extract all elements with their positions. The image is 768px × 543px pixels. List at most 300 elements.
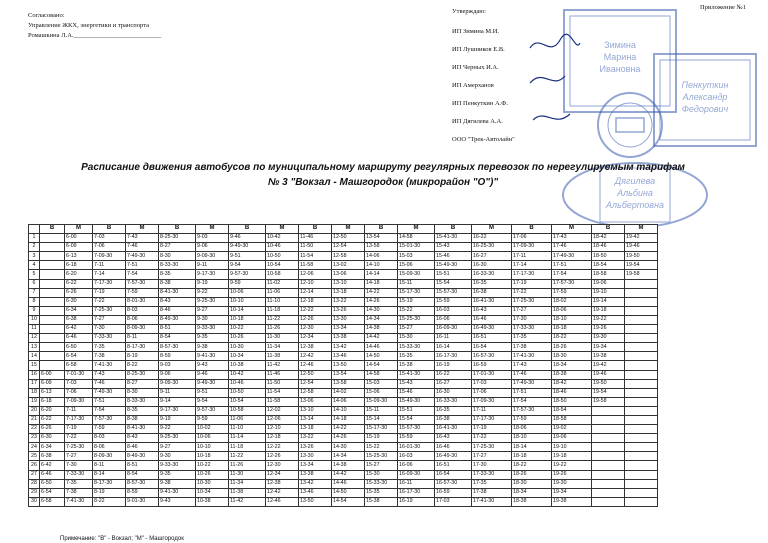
approver-6: ИП Дягилева А.А. [452,118,503,125]
time-cell: 18-30 [512,479,552,488]
time-cell: 8-54 [126,470,159,479]
time-cell: 11-18 [266,306,299,315]
time-cell [625,461,658,470]
time-cell: 8-22 [126,361,159,370]
time-cell: 12-42 [299,352,332,361]
time-cell: 12-38 [266,479,299,488]
column-header: М [552,225,592,234]
time-cell: 17-54 [512,397,552,406]
time-cell [625,415,658,424]
time-cell: 7-46 [93,379,126,388]
row-number: 10 [29,315,40,324]
time-cell: 8-54 [159,334,196,343]
time-cell [592,406,625,415]
time-cell: 17-41-30 [512,352,552,361]
time-cell: 18-58 [552,415,592,424]
time-cell: 15-19 [365,434,398,443]
time-cell: 16-27 [435,379,472,388]
column-header: В [159,225,196,234]
approver-4: ИП Амерханов [452,82,494,89]
time-cell: 14-58 [398,234,435,243]
time-cell: 13-42 [332,343,365,352]
time-cell: 19-46 [592,370,625,379]
time-cell: 12-26 [299,315,332,324]
time-cell: 9-09-30 [159,379,196,388]
column-header: В [299,225,332,234]
table-row [29,270,658,279]
time-cell: 10-58 [266,270,299,279]
time-cell: 18-18 [552,325,592,334]
row-number: 2 [29,243,40,252]
time-cell: 9-25-30 [196,297,229,306]
time-cell: 13-26 [299,443,332,452]
stamp-penkutkin-line1: Пенкуткин [681,80,729,90]
time-cell: 10-10 [229,297,266,306]
time-cell: 15-06 [398,261,435,270]
time-cell: 14-38 [332,461,365,470]
time-cell: 16-41-30 [435,425,472,434]
time-cell: 15-43 [398,379,435,388]
time-cell [625,370,658,379]
time-cell: 12-58 [332,252,365,261]
time-cell: 7-43 [126,234,159,243]
stamp-zimina-line1: Зимина [604,40,636,50]
time-cell: 10-54 [266,261,299,270]
time-cell: 16-57-30 [472,352,512,361]
time-cell: 19-30 [592,334,625,343]
time-cell: 7-30 [65,461,93,470]
time-cell: 8-41-30 [159,288,196,297]
time-cell: 7-41-30 [65,497,93,506]
time-cell [40,270,65,279]
time-cell: 8-27 [159,243,196,252]
agreed-label: Согласовано: [28,12,65,19]
time-cell: 12-38 [299,343,332,352]
time-cell: 13-58 [365,243,398,252]
time-cell: 18-30 [552,352,592,361]
time-cell: 16-59 [435,488,472,497]
time-cell: 9-54 [196,397,229,406]
time-cell: 13-26 [332,306,365,315]
time-cell: 15-25-30 [365,452,398,461]
time-cell: 7-54 [93,406,126,415]
time-cell: 8-59 [159,352,196,361]
time-cell: 10-22 [196,461,229,470]
time-cell: 7-17-30 [93,279,126,288]
time-cell: 6-26 [65,288,93,297]
time-cell [625,452,658,461]
time-cell: 15-57-30 [435,288,472,297]
time-cell: 8-51 [126,461,159,470]
time-cell [40,252,65,261]
time-cell: 17-06 [472,388,512,397]
time-cell: 10-38 [229,361,266,370]
time-cell: 8-41-30 [126,425,159,434]
time-cell [40,352,65,361]
appendix-label: Приложение №1 [700,4,746,11]
table-row [29,470,658,479]
time-cell: 19-22 [552,461,592,470]
time-cell: 15-09-30 [398,270,435,279]
time-cell: 7-01-30 [65,370,93,379]
time-cell: 11-06 [266,288,299,297]
time-cell: 17-25-30 [472,443,512,452]
row-number: 11 [29,325,40,334]
time-cell: 10-06 [196,434,229,443]
time-cell: 8-19 [93,488,126,497]
time-cell: 12-58 [299,388,332,397]
time-cell: 18-10 [512,434,552,443]
time-cell: 6-09 [65,243,93,252]
table-row [29,334,658,343]
time-cell: 9-03 [196,234,229,243]
time-cell: 10-58 [229,406,266,415]
time-cell: 11-50 [299,243,332,252]
time-cell: 8-35 [159,270,196,279]
table-row [29,388,658,397]
time-cell: 19-26 [592,325,625,334]
time-cell: 11-10 [229,425,266,434]
time-cell: 12-18 [299,297,332,306]
time-cell: 11-14 [229,434,266,443]
table-row [29,261,658,270]
time-cell: 19-10 [552,443,592,452]
table-row [29,443,658,452]
table-row [29,379,658,388]
column-header [29,225,40,234]
time-cell: 19-34 [592,343,625,352]
time-cell: 15-01-30 [398,243,435,252]
time-cell: 9-35 [196,334,229,343]
time-cell: 18-34 [552,361,592,370]
time-cell [592,470,625,479]
time-cell: 8-43 [126,434,159,443]
time-cell: 8-17-30 [126,343,159,352]
time-cell: 15-51 [398,406,435,415]
time-cell: 17-38 [512,343,552,352]
time-cell [40,315,65,324]
time-cell: 11-10 [266,297,299,306]
time-cell: 10-54 [229,397,266,406]
time-cell: 7-14 [93,270,126,279]
time-cell: 6-46 [65,334,93,343]
row-number: 8 [29,297,40,306]
row-number: 13 [29,343,40,352]
row-number: 24 [29,443,40,452]
time-cell: 10-26 [196,470,229,479]
table-row [29,434,658,443]
time-cell [625,443,658,452]
time-cell: 15-09-30 [365,397,398,406]
table-note: Примечание: "В" - Вокзал; "М" - Машгородок [60,536,184,542]
time-cell: 14-22 [332,425,365,434]
time-cell: 6-13 [65,252,93,261]
time-cell [40,243,65,252]
time-cell: 8-49-30 [159,315,196,324]
time-cell: 13-06 [332,270,365,279]
time-cell: 15-54 [398,415,435,424]
time-cell: 12-34 [299,334,332,343]
time-cell: 19-38 [592,352,625,361]
column-header: М [398,225,435,234]
time-cell: 17-59 [512,415,552,424]
time-cell: 8-33-30 [159,261,196,270]
time-cell: 6-20 [40,406,65,415]
time-cell: 10-42 [266,234,299,243]
time-cell: 17-51 [552,261,592,270]
time-cell: 16-06 [398,461,435,470]
time-cell: 19-34 [552,488,592,497]
time-cell: 18-46 [552,388,592,397]
time-cell: 18-10 [552,315,592,324]
time-cell: 12-34 [266,470,299,479]
time-cell: 8-30 [126,388,159,397]
time-cell: 12-10 [266,425,299,434]
time-cell: 17-11 [472,406,512,415]
time-cell [625,425,658,434]
time-cell: 16-59 [472,361,512,370]
time-cell: 6-18 [65,261,93,270]
time-cell: 17-01-30 [472,370,512,379]
round-seal-bus [590,90,670,160]
column-header: М [196,225,229,234]
time-cell: 17-30 [472,461,512,470]
time-cell: 6-54 [40,488,65,497]
approver-2: ИП Лушников Е.В. [452,46,505,53]
time-cell: 17-46 [552,243,592,252]
time-cell: 6-50 [65,343,93,352]
time-cell: 6-26 [40,425,65,434]
time-cell: 7-38 [65,488,93,497]
column-header: М [126,225,159,234]
time-cell: 9-11 [159,388,196,397]
time-cell: 13-30 [299,452,332,461]
table-row [29,452,658,461]
time-cell: 16-19 [435,361,472,370]
time-cell: 18-46 [592,243,625,252]
time-cell: 7-33-30 [65,470,93,479]
time-cell: 17-11 [512,252,552,261]
time-cell: 9-01-30 [126,497,159,506]
row-number: 28 [29,479,40,488]
time-cell: 17-38 [472,488,512,497]
time-cell: 8-43 [159,297,196,306]
time-cell: 17-41-30 [472,497,512,506]
time-cell: 9-33-30 [196,325,229,334]
stamp-dyagileva-line1: Дягилева [614,176,656,186]
approve-header: Утверждаю: [452,8,486,15]
time-cell: 8-19 [126,352,159,361]
time-cell: 7-59 [126,288,159,297]
time-cell: 13-10 [332,279,365,288]
time-cell: 18-06 [552,306,592,315]
time-cell: 8-51 [159,325,196,334]
time-cell: 10-30 [229,343,266,352]
time-cell [625,361,658,370]
time-cell: 9-11 [196,261,229,270]
time-cell: 11-22 [229,452,266,461]
signatures [525,28,585,158]
time-cell: 9-27 [159,443,196,452]
time-cell: 10-50 [266,252,299,261]
time-cell: 6-38 [65,315,93,324]
time-cell: 15-43 [435,243,472,252]
row-number: 21 [29,415,40,424]
time-cell: 15-17-30 [365,425,398,434]
time-cell: 16-11 [435,334,472,343]
time-cell: 8-22 [93,497,126,506]
time-cell: 18-54 [552,406,592,415]
time-cell: 14-18 [332,415,365,424]
row-number: 15 [29,361,40,370]
time-cell: 6-58 [65,361,93,370]
row-number: 7 [29,288,40,297]
time-cell: 12-30 [299,325,332,334]
time-cell: 16-43 [472,306,512,315]
time-cell: 10-50 [229,388,266,397]
time-cell: 13-22 [299,434,332,443]
stamp-dyagileva-line2: Альбина [617,188,653,198]
table-row [29,370,658,379]
time-cell: 7-49-30 [126,252,159,261]
time-cell [625,434,658,443]
time-cell: 16-25-30 [472,243,512,252]
row-number: 9 [29,306,40,315]
time-cell: 11-30 [229,470,266,479]
schedule-title: Расписание движения автобусов по муниципальному маршруту регулярных перевозок по нерегулируемым тарифам [81,162,685,173]
time-cell: 8-25-30 [126,370,159,379]
time-cell: 7-35 [65,479,93,488]
time-cell: 18-26 [512,470,552,479]
time-cell: 7-06 [65,388,93,397]
column-header: М [332,225,365,234]
time-cell: 17-59 [552,288,592,297]
time-cell: 7-25-30 [93,306,126,315]
time-cell [592,425,625,434]
time-cell: 6-13 [40,388,65,397]
time-cell: 7-41-30 [93,361,126,370]
column-header: М [472,225,512,234]
time-cell [40,343,65,352]
time-cell: 10-30 [196,479,229,488]
time-cell: 19-06 [552,434,592,443]
time-cell: 17-33-30 [472,470,512,479]
time-cell: 8-09-30 [93,452,126,461]
time-cell: 10-10 [196,443,229,452]
time-cell: 11-26 [266,325,299,334]
time-cell: 6-38 [40,452,65,461]
signatory-label: Ромашкина Л.А.___________________________ [28,32,162,39]
time-cell: 7-09-30 [65,397,93,406]
time-cell: 18-42 [552,379,592,388]
time-cell: 14-58 [365,370,398,379]
time-cell: 12-50 [332,234,365,243]
time-cell: 15-33-30 [365,479,398,488]
time-cell: 8-33-30 [126,397,159,406]
time-cell: 8-57-30 [126,479,159,488]
time-cell: 7-33-30 [93,334,126,343]
time-cell: 16-19 [398,497,435,506]
time-cell: 16-35 [435,406,472,415]
time-cell: 6-54 [65,352,93,361]
time-cell: 18-54 [592,261,625,270]
time-cell: 9-46 [196,370,229,379]
time-cell: 17-17-30 [472,415,512,424]
row-number: 26 [29,461,40,470]
row-number: 19 [29,397,40,406]
time-cell: 15-51 [435,270,472,279]
time-cell: 7-03 [65,379,93,388]
time-cell [625,397,658,406]
time-cell: 12-30 [266,461,299,470]
time-cell: 13-50 [332,361,365,370]
time-cell: 19-58 [625,270,658,279]
table-row [29,497,658,506]
column-header: В [365,225,398,234]
time-cell: 11-34 [229,479,266,488]
table-row [29,425,658,434]
time-cell: 14-02 [332,388,365,397]
time-cell: 8-46 [159,306,196,315]
time-cell: 9-06 [159,370,196,379]
column-header: В [93,225,126,234]
time-cell [40,279,65,288]
time-cell: 14-34 [365,315,398,324]
time-cell: 13-18 [332,288,365,297]
time-cell: 9-06 [196,243,229,252]
time-cell: 13-18 [299,425,332,434]
time-cell [592,479,625,488]
time-cell: 12-06 [299,270,332,279]
time-cell: 9-03 [159,361,196,370]
time-cell: 15-49-30 [435,261,472,270]
time-cell: 9-14 [159,397,196,406]
time-cell: 14-26 [365,297,398,306]
time-cell: 19-54 [592,388,625,397]
time-cell: 16-03 [435,306,472,315]
time-cell: 15-41-30 [435,234,472,243]
time-cell: 17-22 [472,434,512,443]
time-cell [625,470,658,479]
time-cell: 9-51 [196,388,229,397]
table-row [29,243,658,252]
time-cell [40,334,65,343]
time-cell: 16-46 [472,315,512,324]
time-cell: 7-03 [93,234,126,243]
time-cell: 19-42 [592,361,625,370]
row-number: 14 [29,352,40,361]
time-cell: 8-46 [126,443,159,452]
time-cell: 18-50 [592,252,625,261]
time-cell: 11-38 [266,352,299,361]
time-cell: 14-42 [365,334,398,343]
time-cell [625,406,658,415]
time-cell: 16-49-30 [472,325,512,334]
time-cell: 6-00 [40,370,65,379]
time-cell: 12-46 [266,497,299,506]
row-number: 20 [29,406,40,415]
time-cell: 17-51 [512,388,552,397]
time-cell: 16-01-30 [398,443,435,452]
time-cell: 11-54 [266,388,299,397]
time-cell: 15-14 [365,415,398,424]
time-cell: 16-51 [435,461,472,470]
time-cell: 13-06 [299,397,332,406]
table-row [29,306,658,315]
time-cell: 19-54 [625,261,658,270]
time-cell: 15-35 [365,488,398,497]
time-cell [40,325,65,334]
